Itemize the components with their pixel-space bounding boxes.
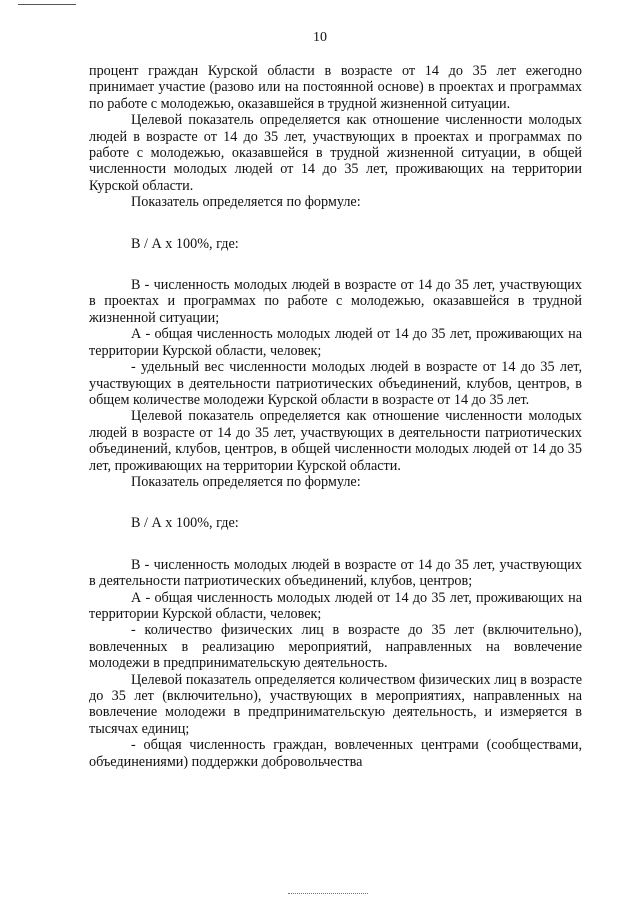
formula: В / А x 100%, где: [131, 515, 239, 532]
top-edge-line [18, 4, 76, 5]
paragraph-formula-intro: Показатель определяется по формуле: [131, 473, 361, 490]
formula: В / А x 100%, где: [131, 235, 239, 252]
document-body [89, 63, 582, 770]
paragraph-indicator-definition: Целевой показатель определяется количеством физических лиц в возрасте до 35 лет (включительно), участвующих в мероприятиях, направленных на вовлечение молодежи в предпринимательскую деятельность, и измеряется в тысячах единиц; [89, 671, 582, 737]
page-number: 10 [313, 30, 327, 45]
paragraph-variable-b: В - численность молодых людей в возрасте от 14 до 35 лет, участвующих в деятельности патриотических объединений, клубов, центров; [89, 556, 582, 590]
paragraph-formula-intro: Показатель определяется по формуле: [131, 194, 361, 211]
paragraph-variable-a: А - общая численность молодых людей от 14 до 35 лет, проживающих на территории Курской области, человек; [89, 326, 582, 359]
scan-artifact [288, 893, 368, 896]
paragraph-indicator-item: - общая численность граждан, вовлеченных центрами (сообществами, объединениями) поддержки добровольчества [89, 737, 582, 770]
paragraph-continuation: процент граждан Курской области в возрасте от 14 до 35 лет ежегодно принимает участие (разово или на постоянной основе) в проектах и программах по работе с молодежью, оказавшейся в трудной жизненной ситуации. [89, 63, 582, 112]
paragraph-indicator-item: - количество физических лиц в возрасте до 35 лет (включительно), вовлеченных в реализацию мероприятий, направленных на вовлечение молодежи в предпринимательскую деятельность. [89, 622, 582, 672]
paragraph-indicator-item: - удельный вес численности молодых людей в возрасте от 14 до 35 лет, участвующих в деятельности патриотических объединений, клубов, центров, в общем количестве молодежи Курской области в возрасте от 14 до 35 лет. [89, 359, 582, 408]
paragraph-variable-a: А - общая численность молодых людей от 14 до 35 лет, проживающих на территории Курской области, человек; [89, 589, 582, 622]
paragraph-variable-b: В - численность молодых людей в возрасте от 14 до 35 лет, участвующих в проектах и программах по работе с молодежью, оказавшейся в трудной жизненной ситуации; [89, 277, 582, 326]
paragraph-indicator-definition: Целевой показатель определяется как отношение численности молодых людей в возрасте от 14 до 35 лет, участвующих в деятельности патриотических объединений, клубов, центров, в общей численности молодых людей от 14 до 35 лет, проживающих на территории Курской области. [89, 408, 582, 474]
paragraph-indicator-definition: Целевой показатель определяется как отношение численности молодых людей в возрасте от 14 до 35 лет, участвующих в проектах и программах по работе с молодежью, оказавшейся в трудной жизненной ситуации, в общей численности молодых людей от 14 до 35 лет, проживающих на территории Курской области. [89, 112, 582, 194]
